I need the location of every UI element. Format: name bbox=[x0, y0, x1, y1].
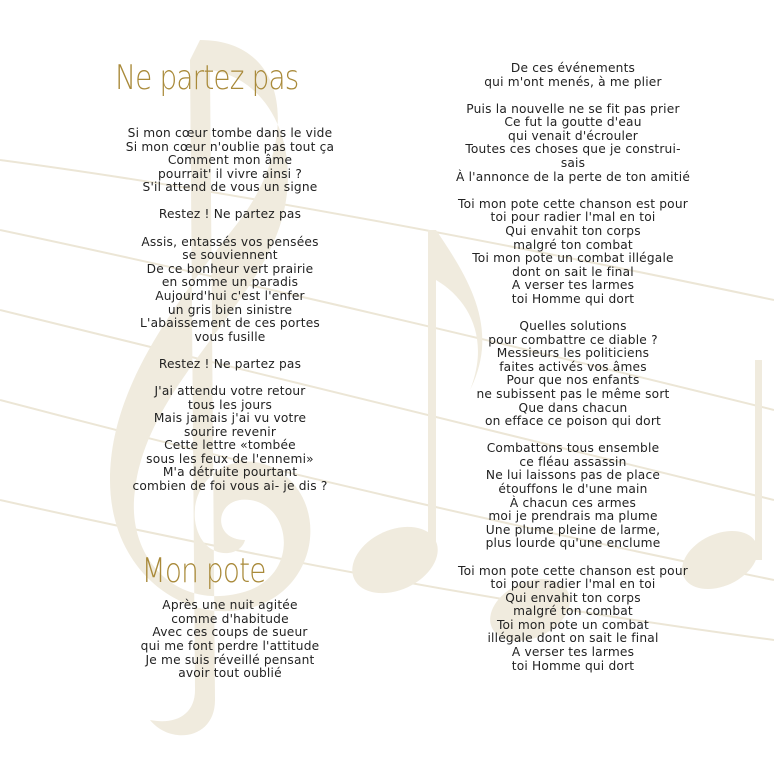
lyric-line: Assis, entassés vos pensées bbox=[141, 234, 319, 249]
lyric-line: Avec ces coups de sueur bbox=[152, 625, 308, 640]
lyric-line: S'il attend de vous un signe bbox=[142, 180, 318, 195]
lyric-line: Qui envahit ton corps bbox=[505, 223, 641, 238]
lyric-line: toi pour radier l'mal en toi bbox=[490, 577, 656, 592]
lyric-line: A verser tes larmes bbox=[511, 278, 635, 293]
lyric-line: De ce bonheur vert prairie bbox=[146, 261, 314, 276]
lyric-line: Puis la nouvelle ne se fit pas prier bbox=[466, 101, 680, 116]
lyric-line: un gris bien sinistre bbox=[167, 302, 293, 317]
lyric-line: Cette lettre «tombée bbox=[164, 438, 296, 453]
lyric-line: illégale dont on sait le final bbox=[487, 631, 659, 646]
lyric-line: Toi mon pote cette chanson est pour bbox=[458, 563, 688, 578]
lyric-line: Restez ! Ne partez pas bbox=[158, 207, 302, 222]
lyric-line: Restez ! Ne partez pas bbox=[158, 356, 302, 371]
lyric-line: toi Homme qui dort bbox=[511, 291, 635, 306]
lyric-line: Si mon cœur tombe dans le vide bbox=[127, 126, 333, 140]
lyric-line: qui me font perdre l'attitude bbox=[140, 638, 320, 653]
lyric-line: malgré ton combat bbox=[513, 237, 633, 252]
stanza bbox=[418, 62, 728, 89]
song1-lyrics bbox=[75, 127, 385, 494]
lyric-line: plus lourde qu'une enclume bbox=[485, 536, 661, 551]
right-column bbox=[418, 62, 728, 687]
lyric-line: À chacun ces armes bbox=[509, 495, 637, 510]
lyric-line: Quelles solutions bbox=[519, 319, 627, 333]
lyric-line: avoir tout oublié bbox=[178, 666, 282, 681]
song2-lyrics bbox=[418, 62, 728, 673]
lyric-line: dont on sait le final bbox=[512, 264, 634, 279]
lyric-line: Toi mon pote un combat bbox=[496, 617, 650, 632]
stanza bbox=[418, 198, 728, 307]
lyric-line: sais bbox=[560, 156, 586, 171]
lyric-line: sous les feux de l'ennemi» bbox=[146, 451, 314, 466]
lyric-line: pour combattre ce diable ? bbox=[488, 332, 658, 347]
lyric-line: Aujourd'hui c'est l'enfer bbox=[155, 288, 305, 303]
lyric-line: Toutes ces choses que je construi- bbox=[465, 142, 681, 157]
lyric-line: Pour que nos enfants bbox=[506, 373, 640, 388]
song-title-mon-pote: Mon pote bbox=[141, 551, 266, 591]
lyric-line: L'abaissement de ces portes bbox=[140, 316, 320, 331]
lyric-line: en somme un paradis bbox=[161, 275, 299, 290]
left-column bbox=[75, 54, 385, 694]
lyric-line: Combattons tous ensemble bbox=[486, 441, 660, 456]
lyric-line: Mais jamais j'ai vu votre bbox=[153, 411, 307, 426]
song-title-ne-partez-pas: Ne partez pas bbox=[115, 58, 299, 98]
lyric-line: Messieurs les politiciens bbox=[496, 346, 650, 361]
lyric-line: Toi mon pote un combat illégale bbox=[472, 251, 674, 266]
lyric-line: qui m'ont menés, à me plier bbox=[484, 74, 662, 89]
stanza bbox=[75, 236, 385, 345]
stanza bbox=[75, 385, 385, 494]
lyric-line: À l'annonce de la perte de ton amitié bbox=[455, 169, 691, 184]
lyric-line: vous fusille bbox=[194, 329, 266, 344]
lyric-line: Que dans chacun bbox=[518, 400, 628, 415]
lyric-line: toi Homme qui dort bbox=[511, 658, 635, 673]
lyric-line: qui venait d'écrouler bbox=[508, 128, 638, 143]
lyric-line: J'ai attendu votre retour bbox=[154, 383, 306, 398]
lyric-line: Après une nuit agitée bbox=[162, 598, 298, 613]
lyric-line: étouffons le d'une main bbox=[498, 482, 648, 497]
stanza bbox=[75, 358, 385, 372]
lyric-line: Ce fut la goutte d'eau bbox=[504, 115, 642, 130]
song2-intro-lyrics bbox=[75, 599, 385, 681]
lyric-line: toi pour radier l'mal en toi bbox=[490, 210, 656, 225]
stanza bbox=[75, 599, 385, 681]
stanza bbox=[75, 208, 385, 222]
lyric-line: faites activés vos âmes bbox=[499, 359, 647, 374]
stanza bbox=[418, 442, 728, 551]
lyric-line: Qui envahit ton corps bbox=[505, 590, 641, 605]
lyric-line: combien de foi vous ai- je dis ? bbox=[132, 479, 328, 494]
lyric-line: ce fléau assassin bbox=[519, 454, 627, 469]
lyric-line: A verser tes larmes bbox=[511, 645, 635, 660]
lyric-line: Une plume pleine de larme, bbox=[485, 522, 661, 537]
lyric-line: ne subissent pas le même sort bbox=[476, 386, 670, 401]
lyric-line: se souviennent bbox=[182, 248, 278, 263]
lyric-line: Je me suis réveillé pensant bbox=[145, 652, 315, 667]
lyric-line: pourrait' il vivre ainsi ? bbox=[157, 166, 302, 181]
lyric-line: malgré ton combat bbox=[513, 604, 633, 619]
lyric-line: sourire revenir bbox=[183, 424, 277, 439]
lyric-line: moi je prendrais ma plume bbox=[488, 509, 658, 524]
stanza bbox=[418, 565, 728, 674]
lyric-line: Toi mon pote cette chanson est pour bbox=[458, 196, 688, 211]
lyric-line: tous les jours bbox=[187, 397, 273, 412]
lyric-line: on efface ce poison qui dort bbox=[484, 414, 662, 429]
lyric-line: De ces événements bbox=[510, 61, 636, 75]
lyric-line: comme d'habitude bbox=[171, 611, 289, 626]
stanza bbox=[418, 103, 728, 185]
lyric-line: Si mon cœur n'oublie pas tout ça bbox=[125, 139, 335, 154]
lyric-line: M'a détruite pourtant bbox=[162, 465, 298, 480]
lyric-line: Ne lui laissons pas de place bbox=[485, 468, 661, 483]
stanza bbox=[75, 127, 385, 195]
lyric-line: Comment mon âme bbox=[167, 153, 293, 168]
stanza bbox=[418, 320, 728, 429]
